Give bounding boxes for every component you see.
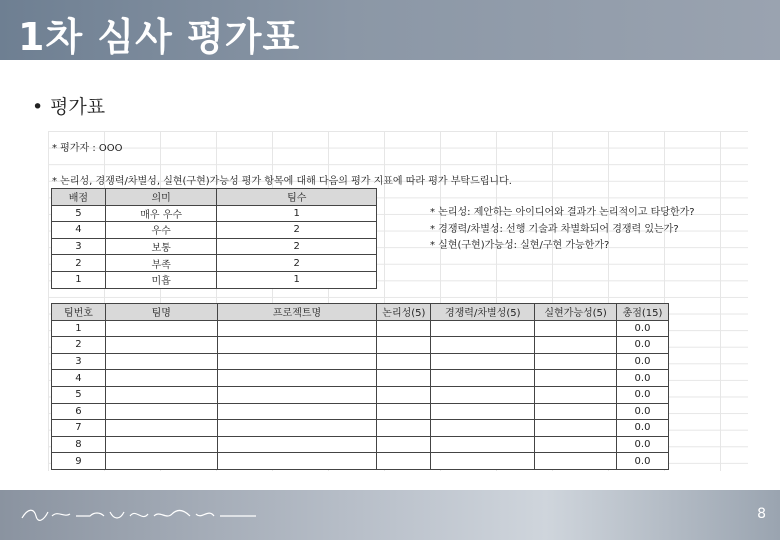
table-cell: 2 [217,222,377,239]
table-cell [535,420,617,437]
team-header-cell: 프로젝트명 [217,304,377,321]
table-cell: 1 [52,271,106,288]
table-cell: 4 [52,370,106,387]
table-cell [105,353,217,370]
table-row [52,436,669,453]
table-cell [105,403,217,420]
table-cell [431,453,535,470]
team-header-cell: 경쟁력/차별성(5) [431,304,535,321]
criteria-item: * 논리성: 제안하는 아이디어와 결과가 논리적이고 타당한가? [430,207,695,218]
table-cell [535,436,617,453]
table-cell [105,370,217,387]
table-cell: 1 [52,320,106,337]
criteria-item: * 실현(구현)가능성: 실현/구현 가능한가? [430,240,610,252]
table-cell [431,386,535,403]
table-cell [217,453,377,470]
table-cell [105,337,217,354]
table-cell: 4 [52,222,106,239]
table-cell: 5 [52,386,106,403]
table-cell [217,370,377,387]
table-row [52,255,377,272]
table-cell: 0.0 [617,420,669,437]
instruction-line: * 논리성, 경쟁력/차별성, 실현(구현)가능성 평가 항목에 대해 다음의 평가 지표에 따라 평가 부탁드립니다. [52,176,512,187]
table-cell [431,320,535,337]
table-cell: 보통 [105,238,217,255]
table-row [52,271,377,288]
table-cell: 0.0 [617,386,669,403]
table-cell [431,353,535,370]
team-table-body [52,320,669,469]
table-cell [217,420,377,437]
table-cell [105,386,217,403]
score-table-header [52,189,377,206]
table-row [52,222,377,239]
table-cell: 0.0 [617,370,669,387]
criteria-item: * 경쟁력/차별성: 선행 기술과 차별화되어 경쟁력 있는가? [430,223,679,235]
table-cell [377,320,431,337]
table-cell: 9 [52,453,106,470]
team-score-table [51,303,669,470]
table-cell [377,436,431,453]
table-cell [217,353,377,370]
table-cell [535,337,617,354]
page-number: 8 [757,506,766,522]
table-cell [431,370,535,387]
criteria-list [430,205,695,255]
table-row [52,238,377,255]
evaluator-line: * 평가자 : OOO [52,143,123,154]
bullet-dot-icon: • [32,96,44,118]
table-row [52,420,669,437]
table-cell [535,386,617,403]
table-cell: 0.0 [617,353,669,370]
table-cell [217,436,377,453]
table-cell: 2 [217,255,377,272]
team-header-cell: 팀번호 [52,304,106,321]
handwritten-signature-icon [20,504,260,524]
table-cell: 5 [52,205,106,222]
table-cell: 0.0 [617,403,669,420]
table-row [52,205,377,222]
table-cell: 6 [52,403,106,420]
table-cell: 매우 우수 [105,205,217,222]
score-header-cell: 배점 [52,189,106,206]
table-cell: 우수 [105,222,217,239]
table-row [52,370,669,387]
table-cell: 0.0 [617,320,669,337]
table-cell [535,453,617,470]
table-cell [535,320,617,337]
table-cell [217,337,377,354]
footer-bar [0,490,780,540]
table-cell [217,386,377,403]
table-cell: 1 [217,205,377,222]
table-cell [431,420,535,437]
table-cell [431,403,535,420]
team-table-header [52,304,669,321]
table-cell: 8 [52,436,106,453]
table-cell: 0.0 [617,337,669,354]
table-cell: 1 [217,271,377,288]
table-cell: 0.0 [617,436,669,453]
table-cell [377,403,431,420]
table-row [52,337,669,354]
table-cell [377,370,431,387]
team-header-cell: 팀명 [105,304,217,321]
table-cell [105,436,217,453]
table-cell: 2 [217,238,377,255]
score-header-cell: 의미 [105,189,217,206]
table-cell [431,337,535,354]
table-cell: 3 [52,238,106,255]
table-cell [105,420,217,437]
table-cell [535,403,617,420]
table-cell [377,353,431,370]
table-cell: 3 [52,353,106,370]
table-cell [377,453,431,470]
table-cell [535,370,617,387]
table-cell: 7 [52,420,106,437]
table-cell: 부족 [105,255,217,272]
table-cell [377,386,431,403]
table-cell: 미흡 [105,271,217,288]
table-row [52,320,669,337]
spreadsheet-image [48,131,748,471]
table-cell [217,403,377,420]
table-row [52,353,669,370]
table-cell [105,453,217,470]
table-cell [377,420,431,437]
table-cell: 2 [52,255,106,272]
title-bar [0,0,780,60]
team-header-cell: 논리성(5) [377,304,431,321]
table-cell [377,337,431,354]
bullet-item [32,92,105,119]
table-cell [105,320,217,337]
table-cell: 0.0 [617,453,669,470]
table-row [52,403,669,420]
team-header-cell: 총점(15) [617,304,669,321]
bullet-text: 평가표 [50,96,106,118]
slide-title: 1차 심사 평가표 [18,15,301,59]
table-row [52,386,669,403]
table-cell [431,436,535,453]
table-row [52,453,669,470]
score-header-cell: 팀수 [217,189,377,206]
score-table [51,188,377,289]
table-cell [217,320,377,337]
table-cell: 2 [52,337,106,354]
table-cell [535,353,617,370]
team-header-cell: 실현가능성(5) [535,304,617,321]
